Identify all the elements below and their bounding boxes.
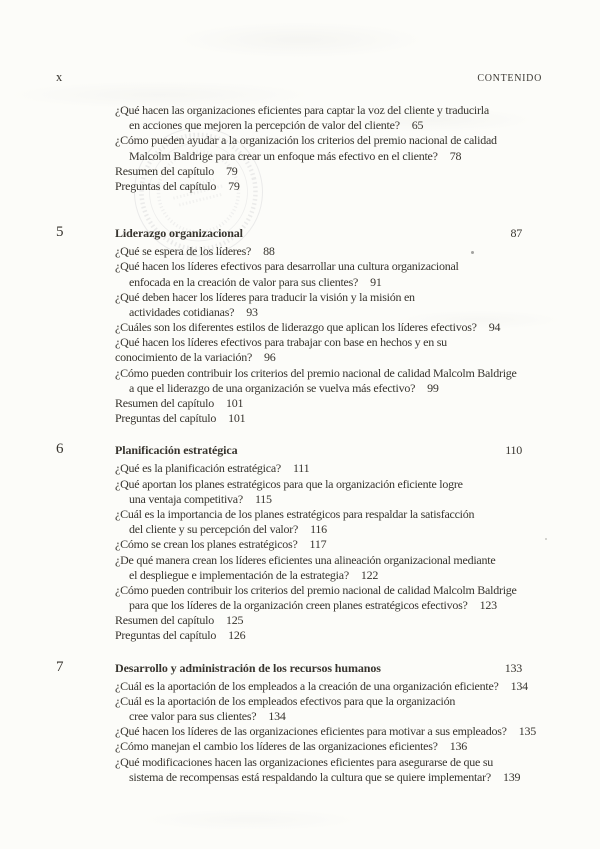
toc-entry-page-number: 79 bbox=[228, 178, 240, 193]
toc-entry-line bbox=[115, 613, 600, 628]
toc-entry-page-number: 136 bbox=[449, 739, 467, 754]
toc-entry-page-number: 78 bbox=[449, 148, 462, 163]
toc-chapter bbox=[0, 659, 600, 785]
toc-entry-text: ¿Cómo manejan el cambio los líderes de las organizaciones eficientes? bbox=[115, 739, 438, 754]
toc-entry-page-number: 65 bbox=[411, 118, 424, 133]
toc-entry-page-number: 134 bbox=[268, 709, 286, 723]
page-number-folio: x bbox=[56, 70, 63, 84]
toc-entry-line bbox=[115, 553, 600, 568]
toc-entry-line bbox=[129, 492, 600, 507]
toc-entry-page-number: 79 bbox=[225, 163, 238, 178]
chapter-number: 5 bbox=[56, 224, 64, 241]
toc-entry-line bbox=[115, 366, 600, 381]
toc-entry-page-number: 101 bbox=[228, 411, 246, 426]
toc-entry-text: enfocada en la creación de valor para sus clientes? bbox=[129, 274, 359, 289]
toc-entry-page-number: 115 bbox=[254, 491, 272, 506]
toc-entry-line bbox=[129, 770, 600, 785]
chapter-number: 6 bbox=[56, 441, 64, 458]
chapter-page-number: 87 bbox=[510, 226, 522, 241]
toc-entry-text: del cliente y su percepción del valor? bbox=[129, 522, 299, 537]
toc-entry-line bbox=[115, 290, 600, 305]
toc-entry-text: ¿Qué hacen los líderes de las organizaciones eficientes para motivar a sus empleados? bbox=[115, 724, 507, 739]
toc-entry-page-number: 96 bbox=[264, 350, 276, 365]
toc-entry-text: una ventaja competitiva? bbox=[129, 491, 243, 506]
toc-entry-text: ¿Cómo pueden contribuir los criterios del premio nacional de calidad Malcolm Baldrige bbox=[115, 365, 517, 380]
toc-entry-text: en acciones que mejoren la percepción de valor del cliente? bbox=[129, 118, 400, 133]
toc-entry-line bbox=[115, 396, 600, 411]
toc-entry-text: ¿Qué modificaciones hacen las organizaciones eficientes para asegurarse de que su bbox=[115, 754, 494, 769]
toc-entry-line bbox=[115, 179, 600, 194]
toc-entry-page-number: 135 bbox=[518, 724, 536, 739]
toc-entry-text: ¿De qué manera crean los líderes eficientes una alineación organizacional mediante bbox=[115, 552, 496, 567]
toc-entry-text: ¿Cómo se crean los planes estratégicos? bbox=[115, 537, 298, 552]
toc-entry-page-number: 139 bbox=[502, 769, 521, 784]
toc-entry-line bbox=[115, 164, 600, 179]
chapter-entries bbox=[0, 679, 600, 785]
toc-entry-page-number: 125 bbox=[225, 613, 244, 628]
toc-entry-text: Resumen del capítulo bbox=[115, 396, 214, 410]
toc-entry-text: el despliegue e implementación de la estrategia? bbox=[129, 567, 349, 582]
chapter-entries bbox=[0, 244, 600, 426]
toc-entry-text: ¿Qué hacen los líderes efectivos para desarrollar una cultura organizacional bbox=[115, 259, 459, 274]
toc-entry-line bbox=[115, 628, 600, 643]
toc-entry-line bbox=[115, 335, 600, 350]
toc-entry-line bbox=[115, 477, 600, 492]
toc-entry-text: Preguntas del capítulo bbox=[115, 178, 217, 193]
toc-entry-text: ¿Cuál es la aportación de los empleados a la creación de una organización eficiente? bbox=[115, 678, 499, 693]
toc-entry-line bbox=[115, 411, 600, 426]
toc-entry-text: ¿Qué hacen las organizaciones eficientes para captar la voz del cliente y traducirla bbox=[115, 103, 489, 117]
toc-entry-page-number: 91 bbox=[370, 274, 382, 289]
toc-entry-line bbox=[129, 522, 600, 537]
toc-entry-line bbox=[129, 598, 600, 613]
table-of-contents bbox=[0, 103, 600, 785]
toc-entry-line bbox=[115, 133, 600, 148]
chapter-heading-row bbox=[0, 441, 600, 459]
toc-entry-text: ¿Qué se espera de los líderes? bbox=[115, 244, 252, 259]
chapter-heading-row bbox=[0, 224, 600, 242]
toc-entry-page-number: 93 bbox=[246, 304, 258, 319]
toc-entry-page-number: 126 bbox=[228, 628, 246, 643]
toc-entry-text: ¿Cuál es la aportación de los empleados efectivos para que la organización bbox=[115, 693, 456, 708]
toc-entry-line bbox=[115, 507, 600, 522]
toc-entry-text: ¿Qué hacen los líderes efectivos para trabajar con base en hechos y en su bbox=[115, 335, 447, 350]
toc-entry-page-number: 122 bbox=[360, 567, 379, 582]
toc-entry-line bbox=[129, 709, 600, 724]
toc-entry-text: ¿Qué deben hacer los líderes para traducir la visión y la misión en bbox=[115, 289, 415, 304]
chapter-title: Planificación estratégica bbox=[115, 443, 238, 458]
toc-entry-text: Malcolm Baldrige para crear un enfoque más efectivo en el cliente? bbox=[129, 148, 438, 163]
toc-entry-line bbox=[115, 679, 600, 694]
toc-chapters bbox=[0, 224, 600, 785]
toc-entry-page-number: 117 bbox=[309, 537, 327, 552]
toc-entry-line bbox=[129, 118, 600, 133]
toc-entry-text: ¿Qué es la planificación estratégica? bbox=[115, 461, 281, 476]
toc-entry-page-number: 134 bbox=[510, 678, 528, 693]
chapter-title: Liderazgo organizacional bbox=[115, 226, 243, 241]
toc-entry-text: ¿Cuál es la importancia de los planes estratégicos para respaldar la satisfacción bbox=[115, 506, 475, 521]
toc-entry-text: conocimiento de la variación? bbox=[115, 350, 253, 365]
toc-entry-page-number: 99 bbox=[427, 380, 439, 395]
toc-entry-line bbox=[115, 461, 600, 476]
toc-entry-page-number: 123 bbox=[479, 598, 497, 613]
toc-entry-text: ¿Cómo pueden contribuir los criterios del premio nacional de calidad Malcolm Baldrige bbox=[115, 582, 517, 597]
toc-entry-line bbox=[115, 694, 600, 709]
toc-entry-line bbox=[129, 568, 600, 583]
toc-entry-text: a que el liderazgo de una organización se vuelva más efectivo? bbox=[129, 380, 416, 395]
toc-entry-line bbox=[129, 381, 600, 396]
running-head-contenido: CONTENIDO bbox=[477, 73, 542, 84]
toc-entry-line bbox=[115, 739, 600, 754]
toc-entry-line bbox=[129, 149, 600, 164]
toc-chapter bbox=[0, 441, 600, 643]
toc-entry-page-number: 88 bbox=[263, 244, 275, 259]
scan-speck bbox=[471, 251, 474, 254]
toc-entry-line bbox=[129, 305, 600, 320]
toc-entry-line bbox=[115, 259, 600, 274]
toc-section-continuation bbox=[0, 103, 600, 194]
toc-entry-line bbox=[115, 244, 600, 259]
toc-entry-text: cree valor para sus clientes? bbox=[129, 709, 257, 723]
chapter-page-number: 110 bbox=[505, 443, 522, 458]
toc-entry-line bbox=[115, 755, 600, 770]
toc-entry-text: ¿Qué aportan los planes estratégicos para que la organización eficiente logre bbox=[115, 476, 463, 491]
chapter-page-number: 133 bbox=[504, 660, 522, 675]
toc-entry-text: ¿Cómo pueden ayudar a la organización los criterios del premio nacional de calidad bbox=[115, 133, 497, 148]
toc-entry-line bbox=[115, 583, 600, 598]
chapter-entries bbox=[0, 461, 600, 643]
toc-entry-text: para que los líderes de la organización creen planes estratégicos efectivos? bbox=[129, 598, 468, 613]
toc-entry-line bbox=[115, 537, 600, 552]
toc-entry-text: actividades cotidianas? bbox=[129, 304, 235, 319]
scan-speck bbox=[545, 538, 547, 540]
toc-entry-page-number: 101 bbox=[225, 396, 244, 410]
toc-entry-text: ¿Cuáles son los diferentes estilos de liderazgo que aplican los líderes efectivos? bbox=[115, 320, 477, 335]
toc-entry-line bbox=[115, 103, 600, 118]
toc-entry-page-number: 94 bbox=[488, 320, 501, 335]
toc-entry-page-number: 116 bbox=[310, 522, 327, 537]
chapter-title: Desarrollo y administración de los recursos humanos bbox=[115, 660, 381, 675]
chapter-number: 7 bbox=[56, 658, 64, 675]
toc-entry-text: Resumen del capítulo bbox=[115, 613, 214, 628]
toc-entry-line bbox=[115, 724, 600, 739]
toc-entry-text: Resumen del capítulo bbox=[115, 163, 214, 178]
toc-entry-line bbox=[115, 320, 600, 335]
toc-entry-text: Preguntas del capítulo bbox=[115, 411, 217, 426]
chapter-heading-row bbox=[0, 659, 600, 677]
toc-entry-line bbox=[115, 350, 600, 365]
toc-entry-text: Preguntas del capítulo bbox=[115, 628, 217, 643]
toc-entry-text: sistema de recompensas está respaldando la cultura que se quiere implementar? bbox=[129, 769, 491, 784]
toc-entry-line bbox=[129, 275, 600, 290]
toc-entry-page-number: 111 bbox=[293, 461, 310, 476]
toc-chapter bbox=[0, 224, 600, 426]
